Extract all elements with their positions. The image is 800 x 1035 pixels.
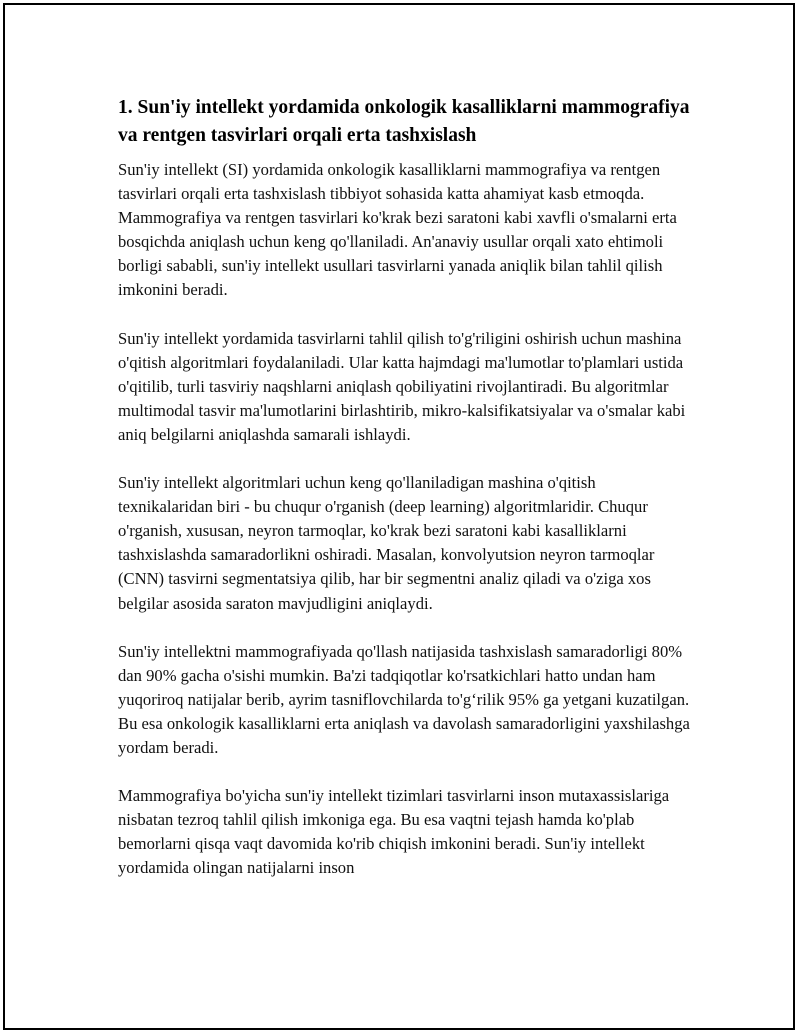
paragraph-1: Sun'iy intellekt (SI) yordamida onkologik kasalliklarni mammografiya va rentgen tasvirlari orqali erta tashxislash tibbiyot sohasida katta ahamiyat kasb etmoqda. Mammografiya va rentgen tasvirlari ko'krak bezi saratoni kabi xavfli o'smalarni erta bosqichda aniqlash uchun keng qo'llaniladi. An'anaviy usullar orqali xato ehtimoli borligi sababli, sun'iy intellekt usullari tasvirlarni yanada aniqlik bilan tahlil qilish imkonini beradi. (118, 160, 677, 300)
paragraph-4: Sun'iy intellektni mammografiyada qo'llash natijasida tashxislash samaradorligi 80% dan 90% gacha o'sishi mumkin. Ba'zi tadqiqotlar ko'rsatkichlari hatto undan ham yuqoriroq natijalar berib, ayrim tasniflovchilarda to'g‘rilik 95% ga yetgani kuzatilgan. Bu esa onkologik kasalliklarni erta aniqlash va davolash samaradorligini yaxshilashga yordam beradi. (118, 641, 690, 757)
paragraph-3: Sun'iy intellekt algoritmlari uchun keng qo'llaniladigan mashina o'qitish texnikalaridan biri - bu chuqur o'rganish (deep learning) algoritmlaridir. Chuqur o'rganish, xususan, neyron tarmoqlar, ko'krak bezi saratoni kabi kasalliklarni tashxislashda samaradorlikni oshiradi. Masalan, konvolyutsion neyron tarmoqlar (CNN) tasvirni segmentatsiya qilib, har bir segmentni analiz qiladi va o'ziga xos belgilar asosida saraton mavjudligini aniqlaydi. (118, 473, 655, 613)
paragraph-5: Mammografiya bo'yicha sun'iy intellekt tizimlari tasvirlarni inson mutaxassislariga nisbatan tezroq tahlil qilish imkoniga ega. Bu esa vaqtni tejash hamda ko'plab bemorlarni qisqa vaqt davomida ko'rib chiqish imkonini beradi. Sun'iy intellekt yordamida olingan natijalarni inson (118, 786, 670, 878)
document-body (118, 94, 690, 904)
paragraph-2: Sun'iy intellekt yordamida tasvirlarni tahlil qilish to'g'riligini oshirish uchun mashina o'qitish algoritmlari foydalaniladi. Ular katta hajmdagi ma'lumotlar to'plamlari ustida o'qitilib, turli tasviriy naqshlarni aniqlash qobiliyatini rivojlantiradi. Bu algoritmlar multimodal tasvir ma'lumotlarini birlashtirib, mikro-kalsifikatsiyalar va o'smalar kabi aniq belgilarni aniqlashda samarali ishlaydi. (118, 328, 686, 444)
section-title: 1. Sun'iy intellekt yordamida onkologik kasalliklarni mammografiya va rentgen tasvirlari orqali erta tashxislash (118, 97, 690, 146)
